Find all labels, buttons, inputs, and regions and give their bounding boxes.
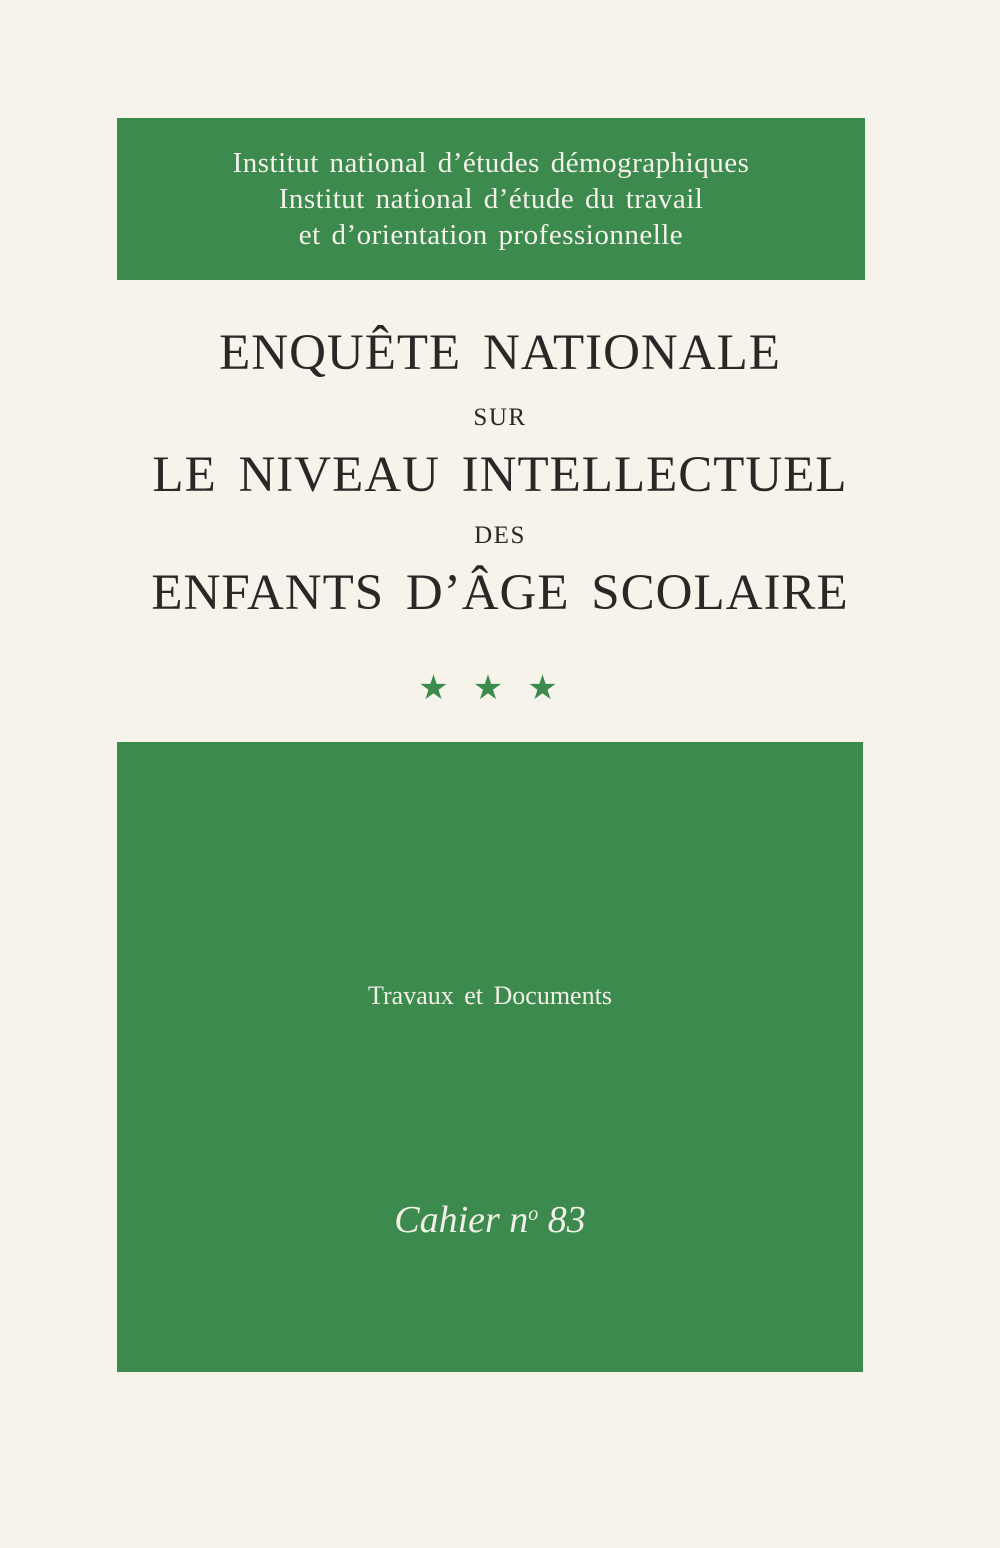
title-line-5: ENFANTS D’ÂGE SCOLAIRE bbox=[151, 565, 849, 621]
publisher-band bbox=[117, 118, 865, 280]
publisher-line-2: Institut national d’étude du travail bbox=[278, 183, 704, 215]
cahier-prefix: Cahier n bbox=[394, 1199, 529, 1241]
title-line-2: SUR bbox=[473, 404, 527, 431]
cahier-value: 83 bbox=[547, 1199, 586, 1241]
star-icon: ★ bbox=[418, 668, 473, 708]
star-ornament bbox=[0, 668, 1000, 708]
publisher-line-1: Institut national d’études démographiques bbox=[232, 147, 750, 179]
series-band bbox=[117, 742, 863, 1372]
cahier-number bbox=[117, 1192, 863, 1242]
title-line-1: ENQUÊTE NATIONALE bbox=[219, 325, 781, 381]
publisher-line-3: et d’orientation professionnelle bbox=[298, 219, 684, 251]
cahier-ordinal: o bbox=[528, 1203, 539, 1225]
series-label: Travaux et Documents bbox=[368, 981, 612, 1010]
star-icon: ★ bbox=[527, 668, 582, 708]
star-icon: ★ bbox=[472, 668, 528, 708]
title-line-3: LE NIVEAU INTELLECTUEL bbox=[152, 447, 848, 503]
title-line-4: DES bbox=[474, 522, 526, 549]
